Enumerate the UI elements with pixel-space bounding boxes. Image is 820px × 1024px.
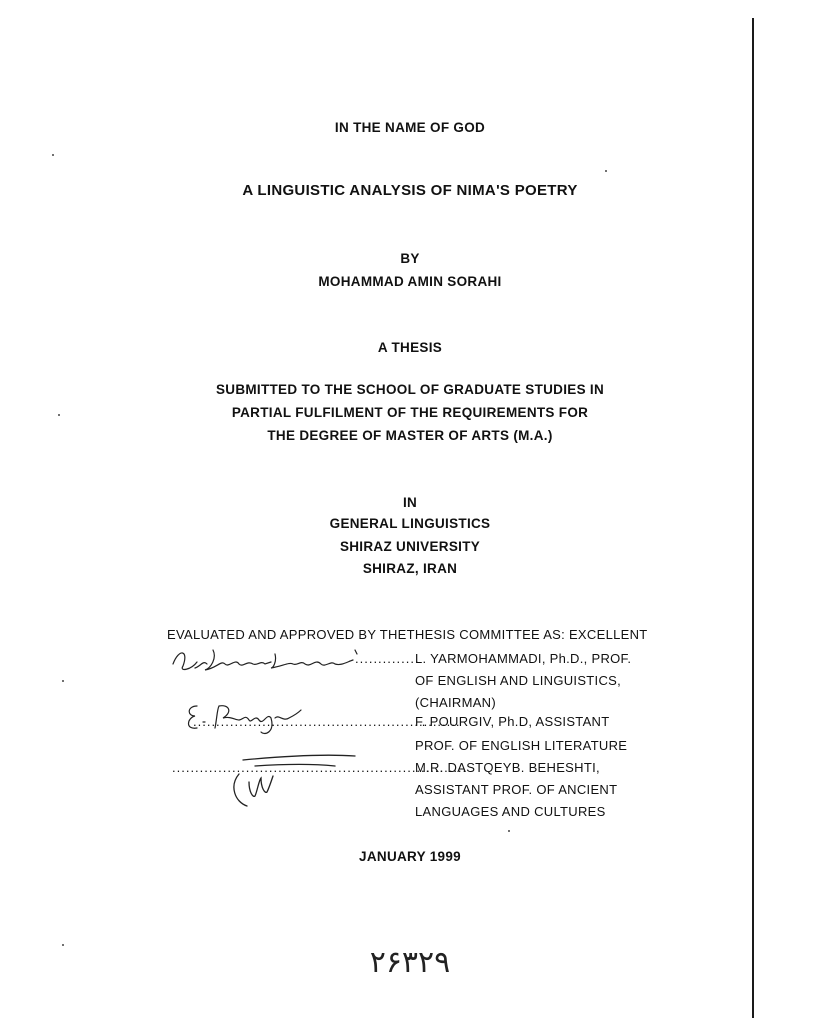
submission-line-3: THE DEGREE OF MASTER OF ARTS (M.A.) [267,428,553,443]
scan-speck [62,944,64,946]
member-1-line-1: L. YARMOHAMMADI, Ph.D., PROF. [415,651,632,666]
submission-line-2: PARTIAL FULFILMENT OF THE REQUIREMENTS FOR [231,405,589,420]
scan-speck [508,830,510,832]
scan-speck [62,680,64,682]
member-3-line-2: ASSISTANT PROF. OF ANCIENT [415,782,618,797]
thesis-label: A THESIS [377,340,443,355]
signature-dotted-line: .......................................................... [193,714,461,729]
member-2-line-2: PROF. OF ENGLISH LITERATURE [415,738,628,753]
signature-yarmohammadi [165,640,365,676]
scan-speck [52,154,54,156]
committee-heading: EVALUATED AND APPROVED BY THETHESIS COMMITTEE AS: EXCELLENT [167,627,648,642]
author-name: MOHAMMAD AMIN SORAHI [318,274,502,289]
accession-number: ۲۶۳۲۹ [369,945,451,980]
signature-dotted-line: .............. [355,651,420,666]
thesis-title: A LINGUISTIC ANALYSIS OF NIMA'S POETRY [242,182,578,199]
invocation: IN THE NAME OF GOD [334,120,486,135]
member-3-line-1: M.R. DASTQEYB. BEHESHTI, [415,760,600,775]
scan-speck [58,414,60,416]
by-label: BY [400,251,420,266]
signature-dastqeyb [225,752,360,817]
member-2-line-1: F. POURGIV, Ph.D, ASSISTANT [415,714,610,729]
university-location: SHIRAZ, IRAN [362,561,458,576]
field-of-study: GENERAL LINGUISTICS [329,516,491,531]
member-1-line-3: (CHAIRMAN) [415,695,496,710]
submission-line-1: SUBMITTED TO THE SCHOOL OF GRADUATE STUDIES IN [215,382,605,397]
member-1-line-2: OF ENGLISH AND LINGUISTICS, [415,673,622,688]
signature-dotted-line: ................................................................ [172,760,468,775]
in-label: IN [402,495,418,510]
signature-pourgiv [183,698,308,738]
member-3-line-3: LANGUAGES AND CULTURES [415,804,606,819]
university-name: SHIRAZ UNIVERSITY [339,539,481,554]
thesis-date: JANUARY 1999 [359,849,461,864]
scan-speck [605,170,607,172]
